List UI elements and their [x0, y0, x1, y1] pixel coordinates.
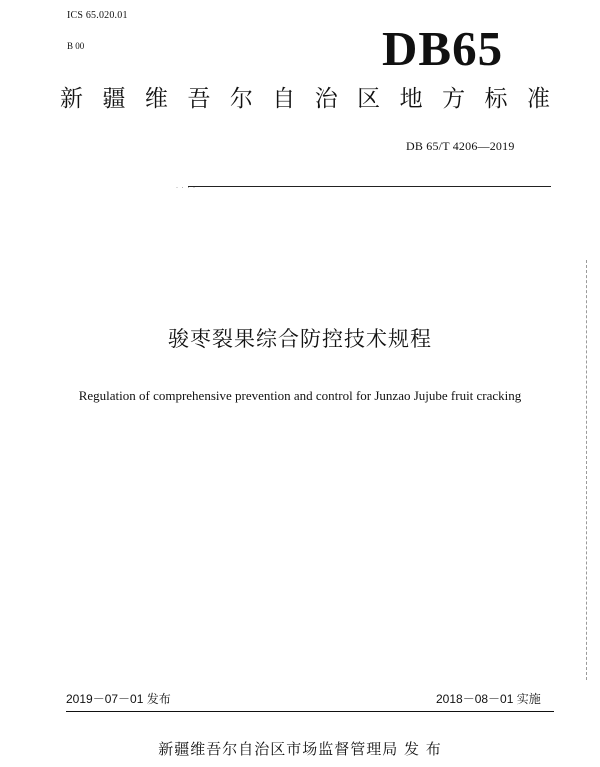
- standard-type-char: 尔: [229, 86, 253, 112]
- document-title-chinese: 骏枣裂果综合防控技术规程: [168, 327, 432, 351]
- standard-type-char: 标: [484, 86, 508, 112]
- issuing-authority: 新疆维吾尔自治区市场监督管理局 发 布: [158, 740, 442, 758]
- standard-type-char: 维: [144, 86, 168, 112]
- standard-type-char: 区: [357, 86, 381, 112]
- standard-type-char: 方: [442, 86, 466, 112]
- header-rule-dots: · · · ·: [176, 185, 196, 191]
- scan-edge-mark: [586, 260, 587, 680]
- standard-code-logo: DB65: [382, 21, 504, 76]
- ics-code: ICS 65.020.01: [67, 10, 128, 21]
- standard-type-char: 地: [399, 86, 423, 112]
- standard-type-char: 治: [314, 86, 338, 112]
- standard-type-char: 自: [272, 86, 296, 112]
- document-title-english: Regulation of comprehensive prevention and control for Junzao Jujube fruit cracking: [78, 388, 522, 403]
- footer-divider: [66, 711, 554, 712]
- standard-type-char: 疆: [102, 86, 126, 112]
- implementation-date: 2018－08－01 实施: [436, 692, 541, 706]
- issue-date: 2019－07－01 发布: [66, 692, 171, 706]
- header-divider: [188, 186, 551, 187]
- standard-type-char: 新: [60, 86, 83, 112]
- standard-number: DB 65/T 4206—2019: [406, 139, 515, 153]
- standard-type-char: 吾: [187, 86, 211, 112]
- ccs-code: B 00: [67, 41, 85, 51]
- standard-type-char: 准: [526, 86, 550, 112]
- standard-type-heading: [60, 84, 550, 114]
